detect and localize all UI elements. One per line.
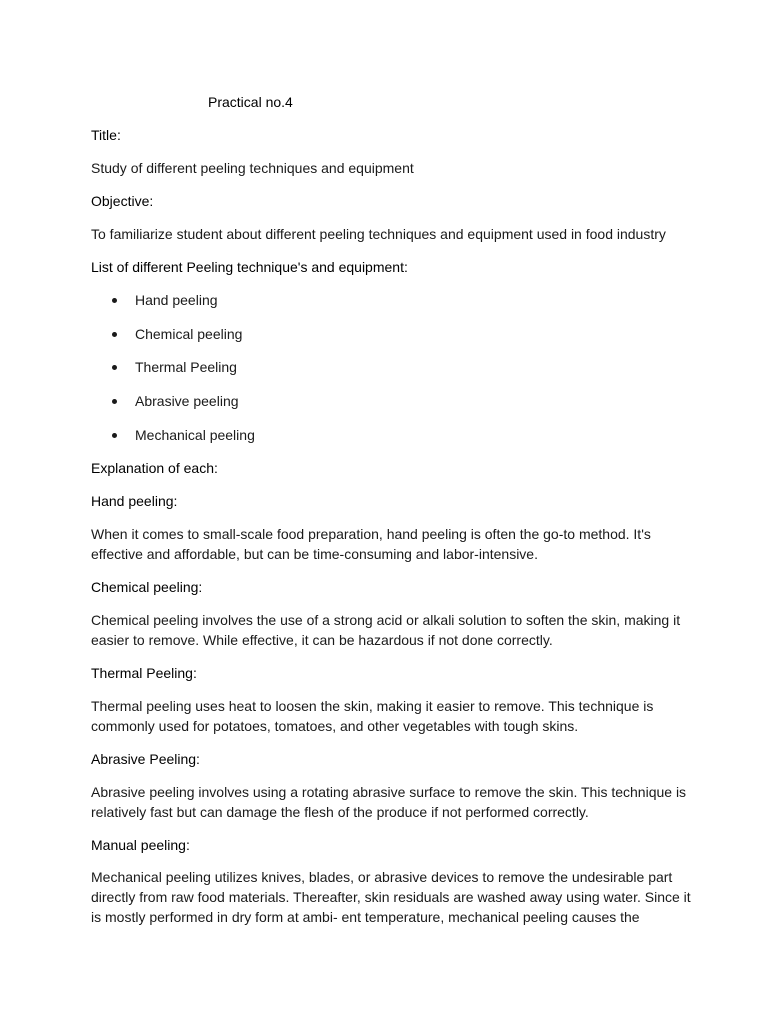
- section-heading-thermal-peeling: Thermal Peeling:: [91, 665, 197, 681]
- objective-label: Objective: [91, 193, 150, 209]
- section-heading-hand-peeling: Hand peeling:: [91, 493, 178, 509]
- list-item-label: Abrasive peeling: [135, 393, 239, 409]
- objective-colon: :: [149, 193, 154, 209]
- list-item: [112, 391, 239, 411]
- list-item: [112, 357, 237, 377]
- section-heading-manual-peeling: Manual peeling:: [91, 837, 190, 853]
- title-heading: [91, 125, 121, 145]
- section-text-abrasive-peeling: Abrasive peeling involves using a rotating abrasive surface to remove the skin. This technique is relatively fast but can damage the flesh of the produce if not performed correctly.: [91, 784, 687, 820]
- bullet-icon: [112, 365, 117, 370]
- list-heading: List of different Peeling technique's and equipment:: [91, 259, 408, 275]
- section-text-thermal-peeling: Thermal peeling uses heat to loosen the skin, making it easier to remove. This technique is commonly used for potatoes, tomatoes, and other vegetables with tough skins.: [91, 698, 654, 734]
- title-text: Study of different peeling techniques and equipment: [91, 160, 414, 176]
- bullet-icon: [112, 298, 117, 303]
- list-item-label: Hand peeling: [135, 292, 218, 308]
- list-item: [112, 324, 242, 344]
- title-label: Title: [91, 127, 117, 143]
- list-item: [112, 290, 218, 310]
- practical-number-title: Practical no.4: [208, 94, 293, 110]
- bullet-icon: [112, 433, 117, 438]
- section-text-manual-peeling: Mechanical peeling utilizes knives, blades, or abrasive devices to remove the undesirable part directly from raw food materials. Thereafter, skin residuals are washed away using water. Since it is mostly performed in dry form at ambi- ent temperature, mechanical peeling causes the: [91, 869, 691, 925]
- list-item-label: Thermal Peeling: [135, 359, 237, 375]
- section-text-hand-peeling: When it comes to small-scale food preparation, hand peeling is often the go-to method. It's effective and affordable, but can be time-consuming and labor-intensive.: [91, 526, 651, 562]
- list-item: [112, 425, 255, 445]
- objective-heading: [91, 191, 153, 211]
- bullet-icon: [112, 332, 117, 337]
- section-heading-chemical-peeling: Chemical peeling:: [91, 579, 203, 595]
- explanation-heading: Explanation of each:: [91, 460, 218, 476]
- bullet-icon: [112, 399, 117, 404]
- section-text-chemical-peeling: Chemical peeling involves the use of a strong acid or alkali solution to soften the skin, making it easier to remove. While effective, it can be hazardous if not done correctly.: [91, 612, 681, 648]
- list-item-label: Chemical peeling: [135, 326, 243, 342]
- section-heading-abrasive-peeling: Abrasive Peeling:: [91, 751, 200, 767]
- title-colon: :: [116, 127, 121, 143]
- objective-text: To familiarize student about different peeling techniques and equipment used in food industry: [91, 226, 666, 242]
- list-item-label: Mechanical peeling: [135, 427, 255, 443]
